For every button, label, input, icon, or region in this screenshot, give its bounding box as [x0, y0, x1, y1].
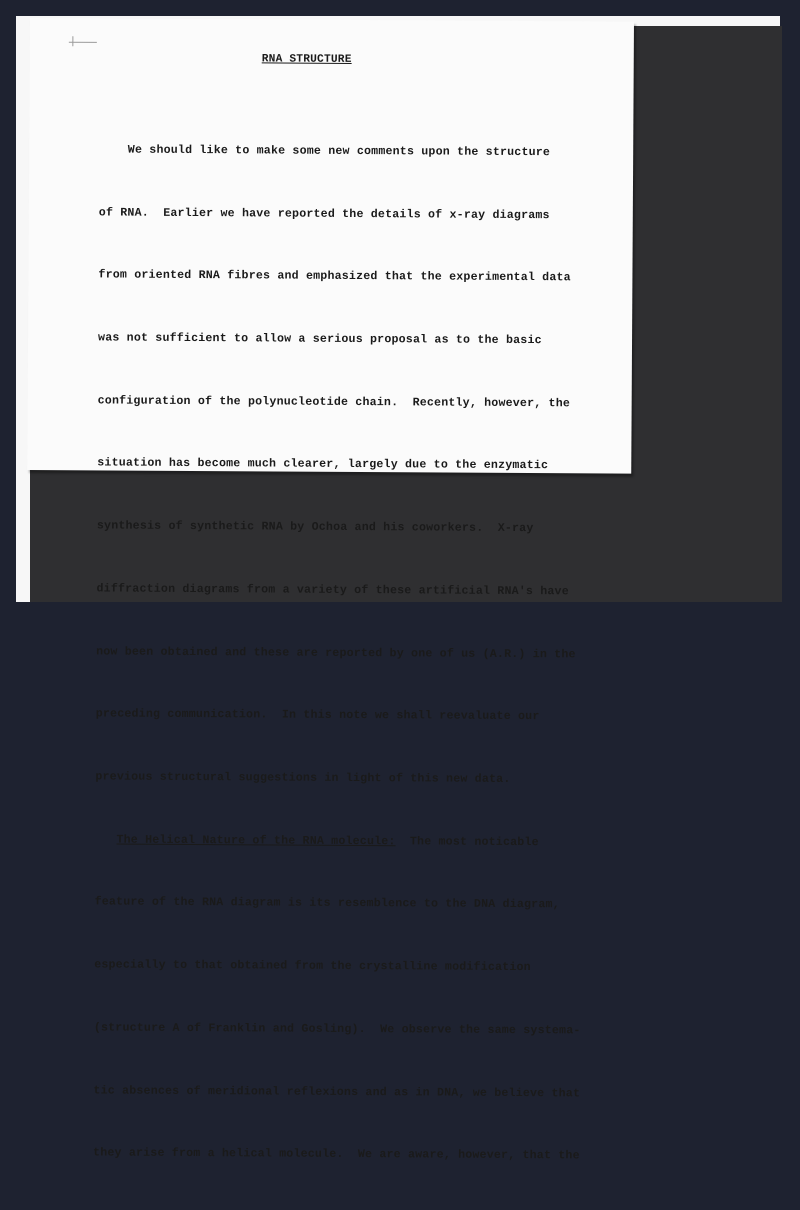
text-line: now been obtained and these are reported by one of us (A.R.) in the: [96, 642, 583, 666]
text-line: situation has become much clearer, largely due to the enzymatic: [97, 454, 584, 478]
text-line: We should like to make some new comments upon the structure: [99, 140, 586, 164]
text-line: they arise from a helical molecule. We are aware, however, that the: [93, 1144, 580, 1168]
section-heading-rest: The most noticable: [396, 835, 539, 849]
text-line: synthesis of synthetic RNA by Ochoa and his coworkers. X-ray: [97, 517, 584, 541]
text-line: (structure A of Franklin and Gosling). We observe the same systema-: [94, 1018, 581, 1042]
text-line: was not sufficient to allow a serious proposal as to the basic: [98, 328, 585, 352]
text-line: of RNA. Earlier we have reported the details of x-ray diagrams: [99, 203, 586, 227]
text-line: diffraction diagrams from a variety of these artificial RNA's have: [96, 579, 583, 603]
section-heading-line: [95, 830, 582, 854]
typed-page: [27, 18, 634, 474]
text-line: configuration of the polynucleotide chain. Recently, however, the: [98, 391, 585, 415]
document-body: [93, 98, 586, 1209]
text-line: preceding communication. In this note we shall reevaluate our: [96, 705, 583, 729]
text-line: especially to that obtained from the crystalline modification: [94, 956, 581, 980]
text-line: tic absences of meridional reflexions and as in DNA, we believe that: [93, 1081, 580, 1105]
text-line: from oriented RNA fibres and emphasized that the experimental data: [98, 266, 585, 290]
document-title: RNA STRUCTURE: [262, 53, 352, 66]
text-line: feature of the RNA diagram is its resemblence to the DNA diagram,: [95, 893, 582, 917]
text-line: previous structural suggestions in light of this new data.: [95, 767, 582, 791]
crop-mark-icon: [65, 22, 101, 46]
section-heading: The Helical Nature of the RNA molecule:: [116, 833, 395, 848]
